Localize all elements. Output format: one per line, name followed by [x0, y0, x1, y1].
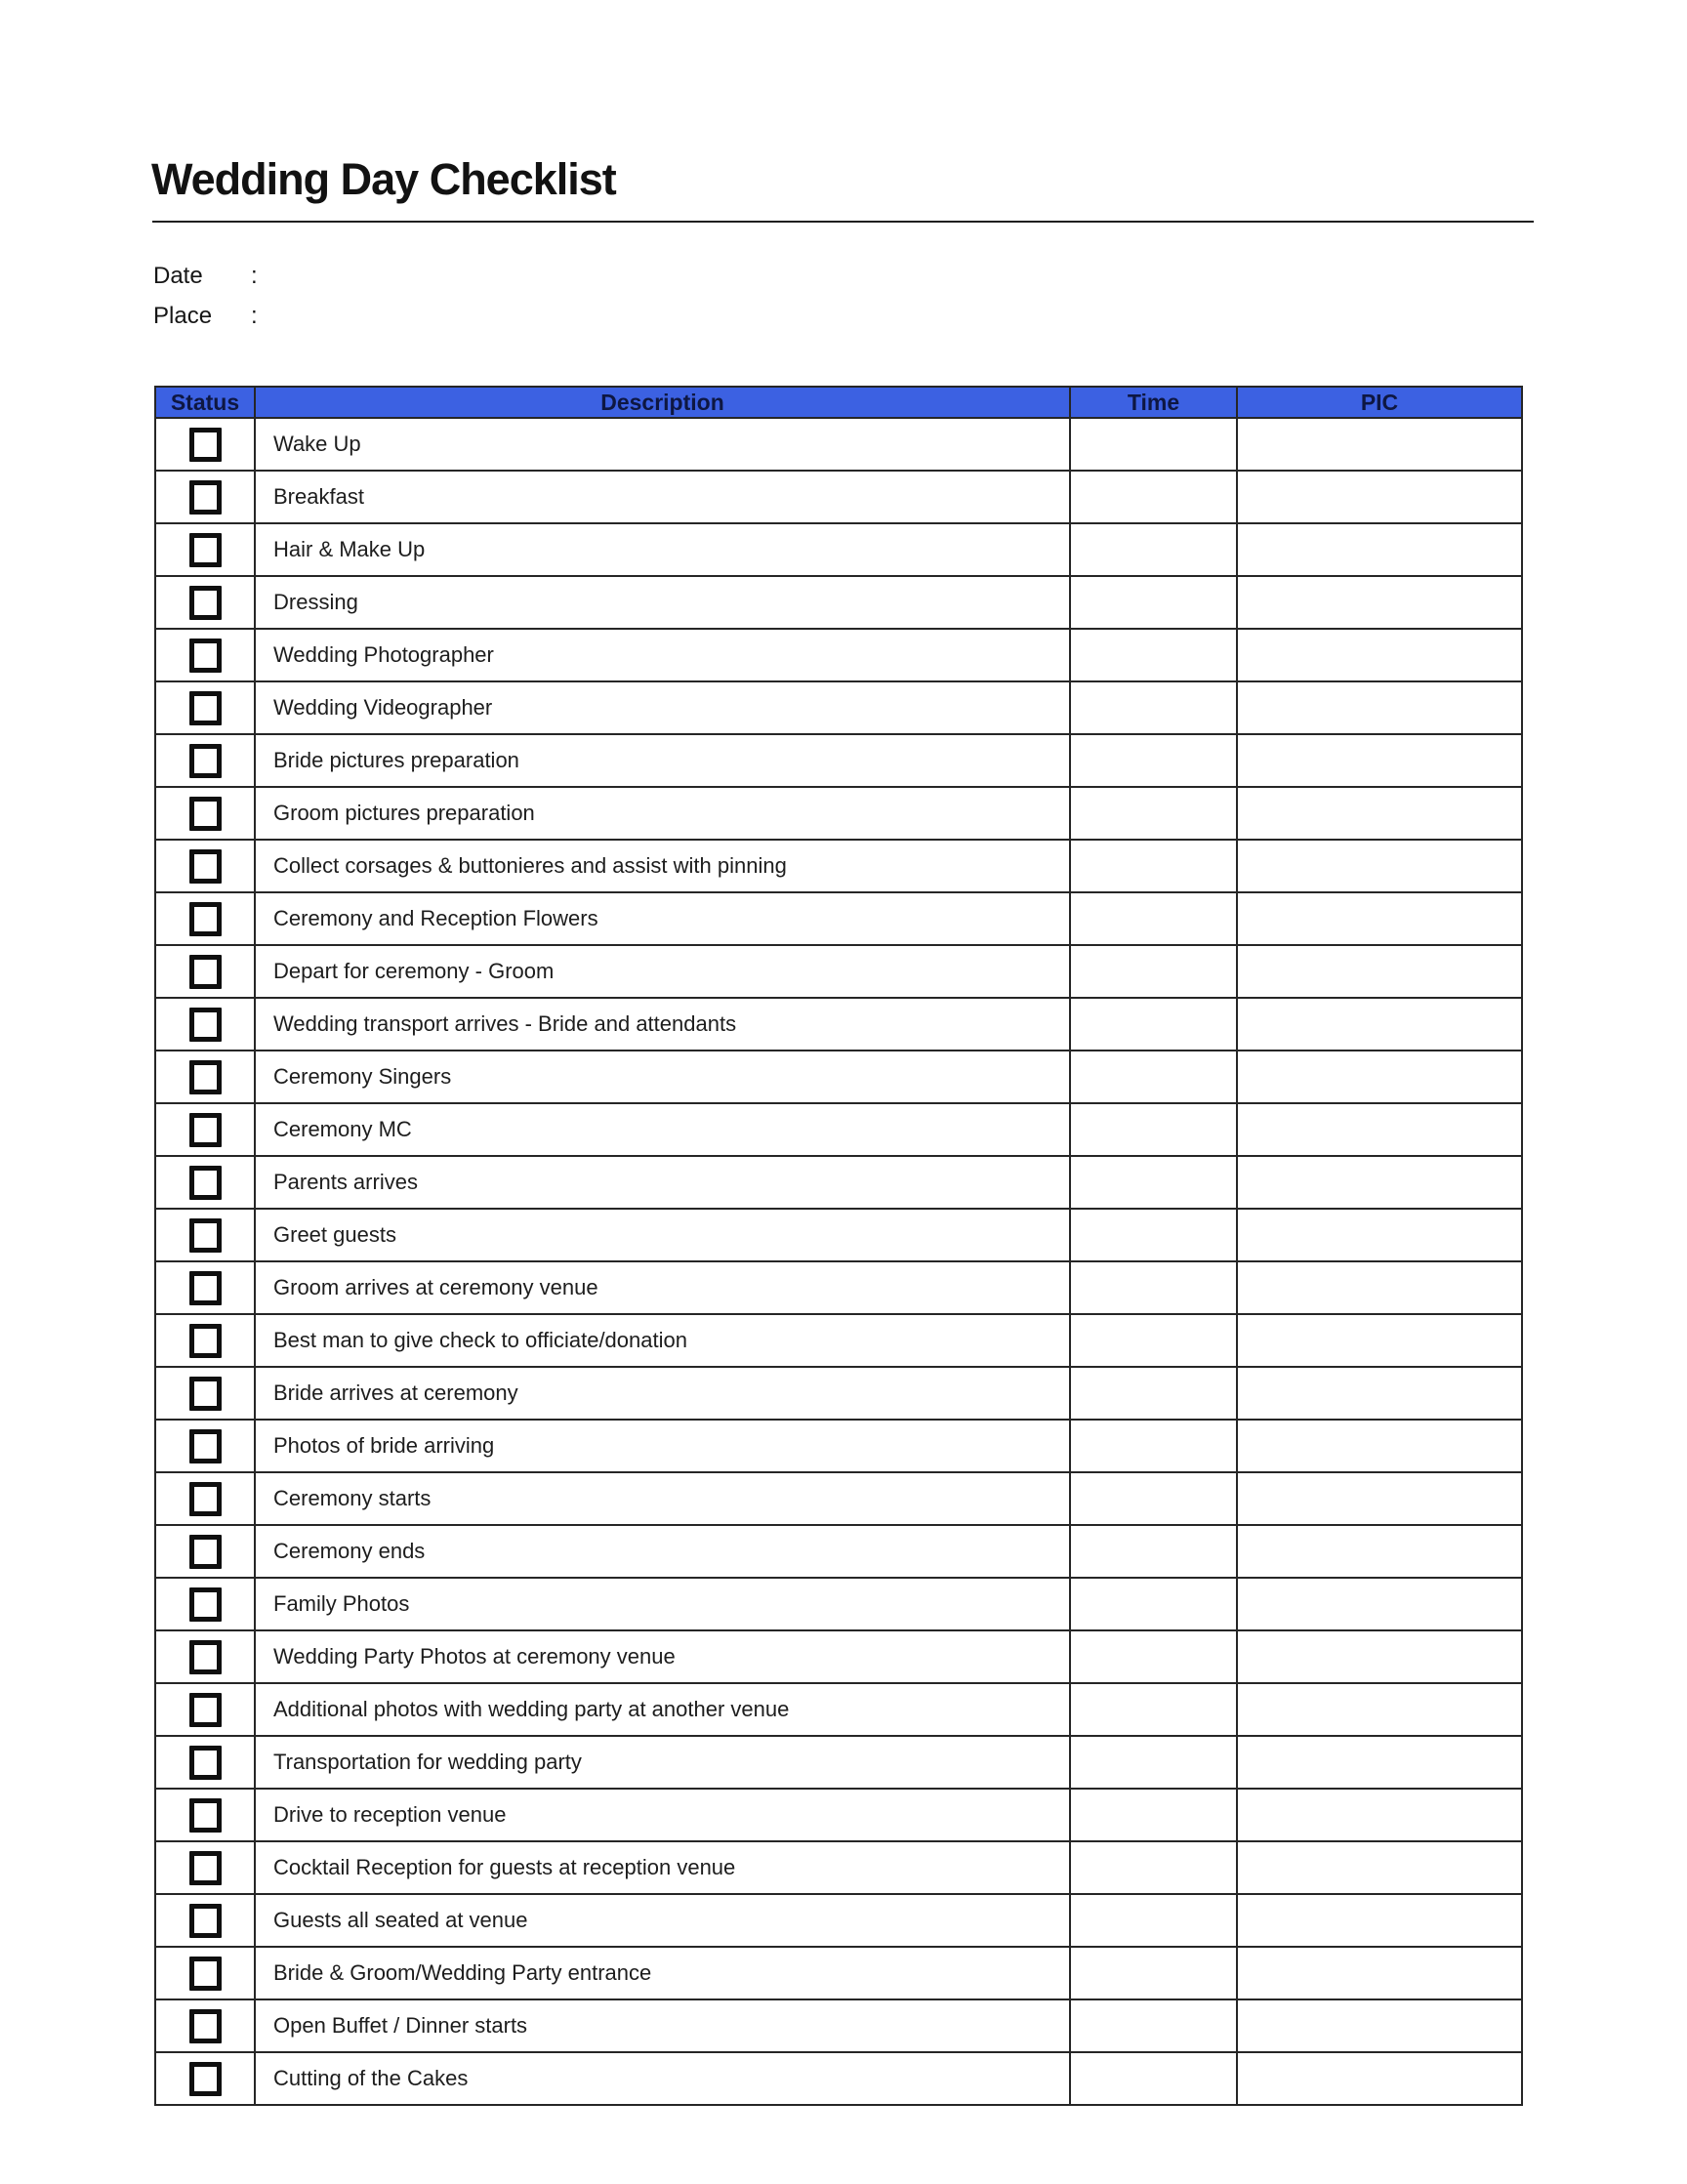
status-cell [155, 1103, 255, 1156]
row-description: Dressing [255, 576, 1070, 629]
row-description: Bride & Groom/Wedding Party entrance [255, 1947, 1070, 1999]
pic-cell[interactable] [1237, 523, 1522, 576]
row-description: Wake Up [255, 418, 1070, 471]
status-checkbox[interactable] [189, 1851, 222, 1885]
table-row [155, 523, 1522, 576]
status-cell [155, 2052, 255, 2105]
status-checkbox[interactable] [189, 1271, 222, 1305]
row-description: Family Photos [255, 1578, 1070, 1630]
time-cell[interactable] [1070, 1261, 1237, 1314]
status-cell [155, 576, 255, 629]
checklist-table [154, 386, 1523, 2106]
status-cell [155, 1683, 255, 1736]
pic-cell[interactable] [1237, 1736, 1522, 1789]
pic-cell[interactable] [1237, 1578, 1522, 1630]
status-checkbox[interactable] [189, 1587, 222, 1622]
status-checkbox[interactable] [189, 1535, 222, 1569]
status-checkbox[interactable] [189, 1957, 222, 1991]
table-row [155, 1630, 1522, 1683]
status-cell [155, 1472, 255, 1525]
row-description: Bride pictures preparation [255, 734, 1070, 787]
header-row [155, 387, 1522, 418]
table-row [155, 629, 1522, 681]
status-cell [155, 787, 255, 840]
time-cell[interactable] [1070, 1156, 1237, 1209]
pic-cell[interactable] [1237, 1314, 1522, 1367]
row-description: Ceremony MC [255, 1103, 1070, 1156]
table-row [155, 1841, 1522, 1894]
time-cell[interactable] [1070, 1894, 1237, 1947]
row-description: Greet guests [255, 1209, 1070, 1261]
time-cell[interactable] [1070, 418, 1237, 471]
time-cell[interactable] [1070, 892, 1237, 945]
table-row [155, 892, 1522, 945]
time-cell[interactable] [1070, 1683, 1237, 1736]
row-description: Ceremony and Reception Flowers [255, 892, 1070, 945]
row-description: Wedding Photographer [255, 629, 1070, 681]
status-cell [155, 1789, 255, 1841]
table-row [155, 1156, 1522, 1209]
row-description: Depart for ceremony - Groom [255, 945, 1070, 998]
status-cell [155, 1367, 255, 1420]
status-cell [155, 998, 255, 1051]
status-checkbox[interactable] [189, 639, 222, 673]
table-row [155, 1578, 1522, 1630]
checklist-body [155, 418, 1522, 2105]
row-description: Parents arrives [255, 1156, 1070, 1209]
time-cell[interactable] [1070, 629, 1237, 681]
status-checkbox[interactable] [189, 1693, 222, 1727]
status-cell [155, 681, 255, 734]
status-cell [155, 734, 255, 787]
pic-cell[interactable] [1237, 629, 1522, 681]
pic-cell[interactable] [1237, 840, 1522, 892]
column-header-pic: PIC [1237, 387, 1522, 418]
table-row [155, 418, 1522, 471]
status-checkbox[interactable] [189, 744, 222, 778]
status-checkbox[interactable] [189, 480, 222, 515]
status-checkbox[interactable] [189, 1482, 222, 1516]
row-description: Wedding Party Photos at ceremony venue [255, 1630, 1070, 1683]
row-description: Guests all seated at venue [255, 1894, 1070, 1947]
status-checkbox[interactable] [189, 902, 222, 936]
time-cell[interactable] [1070, 1525, 1237, 1578]
table-row [155, 945, 1522, 998]
status-cell [155, 471, 255, 523]
time-cell[interactable] [1070, 1947, 1237, 1999]
pic-cell[interactable] [1237, 1789, 1522, 1841]
pic-cell[interactable] [1237, 1999, 1522, 2052]
status-checkbox[interactable] [189, 1798, 222, 1833]
time-cell[interactable] [1070, 1051, 1237, 1103]
row-description: Groom arrives at ceremony venue [255, 1261, 1070, 1314]
status-cell [155, 840, 255, 892]
time-cell[interactable] [1070, 1209, 1237, 1261]
table-row [155, 1683, 1522, 1736]
row-description: Cocktail Reception for guests at reception venue [255, 1841, 1070, 1894]
row-description: Ceremony Singers [255, 1051, 1070, 1103]
row-description: Hair & Make Up [255, 523, 1070, 576]
row-description: Transportation for wedding party [255, 1736, 1070, 1789]
row-description: Photos of bride arriving [255, 1420, 1070, 1472]
table-row [155, 1261, 1522, 1314]
time-cell[interactable] [1070, 1630, 1237, 1683]
pic-cell[interactable] [1237, 1841, 1522, 1894]
status-checkbox[interactable] [189, 1429, 222, 1463]
pic-cell[interactable] [1237, 418, 1522, 471]
pic-cell[interactable] [1237, 1261, 1522, 1314]
time-cell[interactable] [1070, 734, 1237, 787]
meta-fields [153, 256, 571, 336]
pic-cell[interactable] [1237, 1683, 1522, 1736]
time-cell[interactable] [1070, 787, 1237, 840]
pic-cell[interactable] [1237, 1472, 1522, 1525]
status-cell [155, 1261, 255, 1314]
table-row [155, 1314, 1522, 1367]
time-cell[interactable] [1070, 945, 1237, 998]
column-header-status: Status [155, 387, 255, 418]
status-cell [155, 1209, 255, 1261]
table-row [155, 2052, 1522, 2105]
row-description: Open Buffet / Dinner starts [255, 1999, 1070, 2052]
status-cell [155, 1156, 255, 1209]
status-cell [155, 418, 255, 471]
time-cell[interactable] [1070, 1736, 1237, 1789]
pic-cell[interactable] [1237, 576, 1522, 629]
pic-cell[interactable] [1237, 1051, 1522, 1103]
pic-cell[interactable] [1237, 1420, 1522, 1472]
status-cell [155, 1420, 255, 1472]
row-description: Cutting of the Cakes [255, 2052, 1070, 2105]
status-cell [155, 1736, 255, 1789]
table-row [155, 471, 1522, 523]
status-checkbox[interactable] [189, 1060, 222, 1094]
table-row [155, 1051, 1522, 1103]
status-cell [155, 523, 255, 576]
time-cell[interactable] [1070, 1103, 1237, 1156]
status-checkbox[interactable] [189, 1904, 222, 1938]
time-cell[interactable] [1070, 998, 1237, 1051]
row-description: Drive to reception venue [255, 1789, 1070, 1841]
status-checkbox[interactable] [189, 1008, 222, 1042]
row-description: Bride arrives at ceremony [255, 1367, 1070, 1420]
date-colon: : [251, 262, 258, 289]
status-checkbox[interactable] [189, 1113, 222, 1147]
status-checkbox[interactable] [189, 586, 222, 620]
status-checkbox[interactable] [189, 2009, 222, 2043]
pic-cell[interactable] [1237, 1103, 1522, 1156]
place-label: Place [153, 302, 213, 329]
time-cell[interactable] [1070, 681, 1237, 734]
table-row [155, 1472, 1522, 1525]
status-cell [155, 629, 255, 681]
status-checkbox[interactable] [189, 849, 222, 884]
pic-cell[interactable] [1237, 471, 1522, 523]
status-checkbox[interactable] [189, 428, 222, 462]
status-cell [155, 1314, 255, 1367]
time-cell[interactable] [1070, 1999, 1237, 2052]
status-cell [155, 1947, 255, 1999]
pic-cell[interactable] [1237, 1209, 1522, 1261]
pic-cell[interactable] [1237, 945, 1522, 998]
time-cell[interactable] [1070, 2052, 1237, 2105]
status-cell [155, 892, 255, 945]
status-checkbox[interactable] [189, 1746, 222, 1780]
status-checkbox[interactable] [189, 1218, 222, 1253]
table-row [155, 1999, 1522, 2052]
title-divider [152, 221, 1534, 223]
status-cell [155, 1841, 255, 1894]
pic-cell[interactable] [1237, 2052, 1522, 2105]
column-header-time: Time [1070, 387, 1237, 418]
row-description: Wedding transport arrives - Bride and attendants [255, 998, 1070, 1051]
time-cell[interactable] [1070, 1578, 1237, 1630]
row-description: Best man to give check to officiate/donation [255, 1314, 1070, 1367]
time-cell[interactable] [1070, 1420, 1237, 1472]
status-checkbox[interactable] [189, 797, 222, 831]
pic-cell[interactable] [1237, 892, 1522, 945]
table-row [155, 840, 1522, 892]
table-row [155, 1525, 1522, 1578]
status-cell [155, 1894, 255, 1947]
table-row [155, 1789, 1522, 1841]
time-cell[interactable] [1070, 840, 1237, 892]
table-row [155, 787, 1522, 840]
status-cell [155, 1578, 255, 1630]
status-checkbox[interactable] [189, 533, 222, 567]
row-description: Breakfast [255, 471, 1070, 523]
status-checkbox[interactable] [189, 2062, 222, 2096]
status-cell [155, 1999, 255, 2052]
time-cell[interactable] [1070, 523, 1237, 576]
status-checkbox[interactable] [189, 955, 222, 989]
page-title: Wedding Day Checklist [151, 154, 616, 204]
time-cell[interactable] [1070, 471, 1237, 523]
status-cell [155, 1630, 255, 1683]
status-cell [155, 1525, 255, 1578]
pic-cell[interactable] [1237, 1894, 1522, 1947]
table-row [155, 1736, 1522, 1789]
row-description: Additional photos with wedding party at another venue [255, 1683, 1070, 1736]
place-colon: : [251, 302, 258, 329]
table-row [155, 576, 1522, 629]
status-cell [155, 945, 255, 998]
row-description: Groom pictures preparation [255, 787, 1070, 840]
table-row [155, 1420, 1522, 1472]
status-checkbox[interactable] [189, 1377, 222, 1411]
status-checkbox[interactable] [189, 1166, 222, 1200]
date-value-field[interactable] [278, 262, 571, 291]
row-description: Ceremony ends [255, 1525, 1070, 1578]
pic-cell[interactable] [1237, 998, 1522, 1051]
table-row [155, 681, 1522, 734]
pic-cell[interactable] [1237, 1947, 1522, 1999]
table-row [155, 1209, 1522, 1261]
column-header-description: Description [255, 387, 1070, 418]
table-row [155, 1103, 1522, 1156]
time-cell[interactable] [1070, 1314, 1237, 1367]
row-description: Collect corsages & buttonieres and assist with pinning [255, 840, 1070, 892]
place-field-row [153, 296, 571, 336]
status-checkbox[interactable] [189, 1640, 222, 1674]
pic-cell[interactable] [1237, 1630, 1522, 1683]
table-row [155, 1947, 1522, 1999]
time-cell[interactable] [1070, 576, 1237, 629]
table-row [155, 734, 1522, 787]
row-description: Wedding Videographer [255, 681, 1070, 734]
date-field-row [153, 256, 571, 296]
time-cell[interactable] [1070, 1472, 1237, 1525]
status-checkbox[interactable] [189, 691, 222, 725]
table-row [155, 1367, 1522, 1420]
table-row [155, 1894, 1522, 1947]
status-checkbox[interactable] [189, 1324, 222, 1358]
pic-cell[interactable] [1237, 1525, 1522, 1578]
pic-cell[interactable] [1237, 787, 1522, 840]
row-description: Ceremony starts [255, 1472, 1070, 1525]
time-cell[interactable] [1070, 1789, 1237, 1841]
status-cell [155, 1051, 255, 1103]
pic-cell[interactable] [1237, 1156, 1522, 1209]
date-label: Date [153, 262, 203, 289]
pic-cell[interactable] [1237, 681, 1522, 734]
table-row [155, 998, 1522, 1051]
pic-cell[interactable] [1237, 734, 1522, 787]
place-value-field[interactable] [278, 302, 571, 331]
time-cell[interactable] [1070, 1841, 1237, 1894]
time-cell[interactable] [1070, 1367, 1237, 1420]
pic-cell[interactable] [1237, 1367, 1522, 1420]
